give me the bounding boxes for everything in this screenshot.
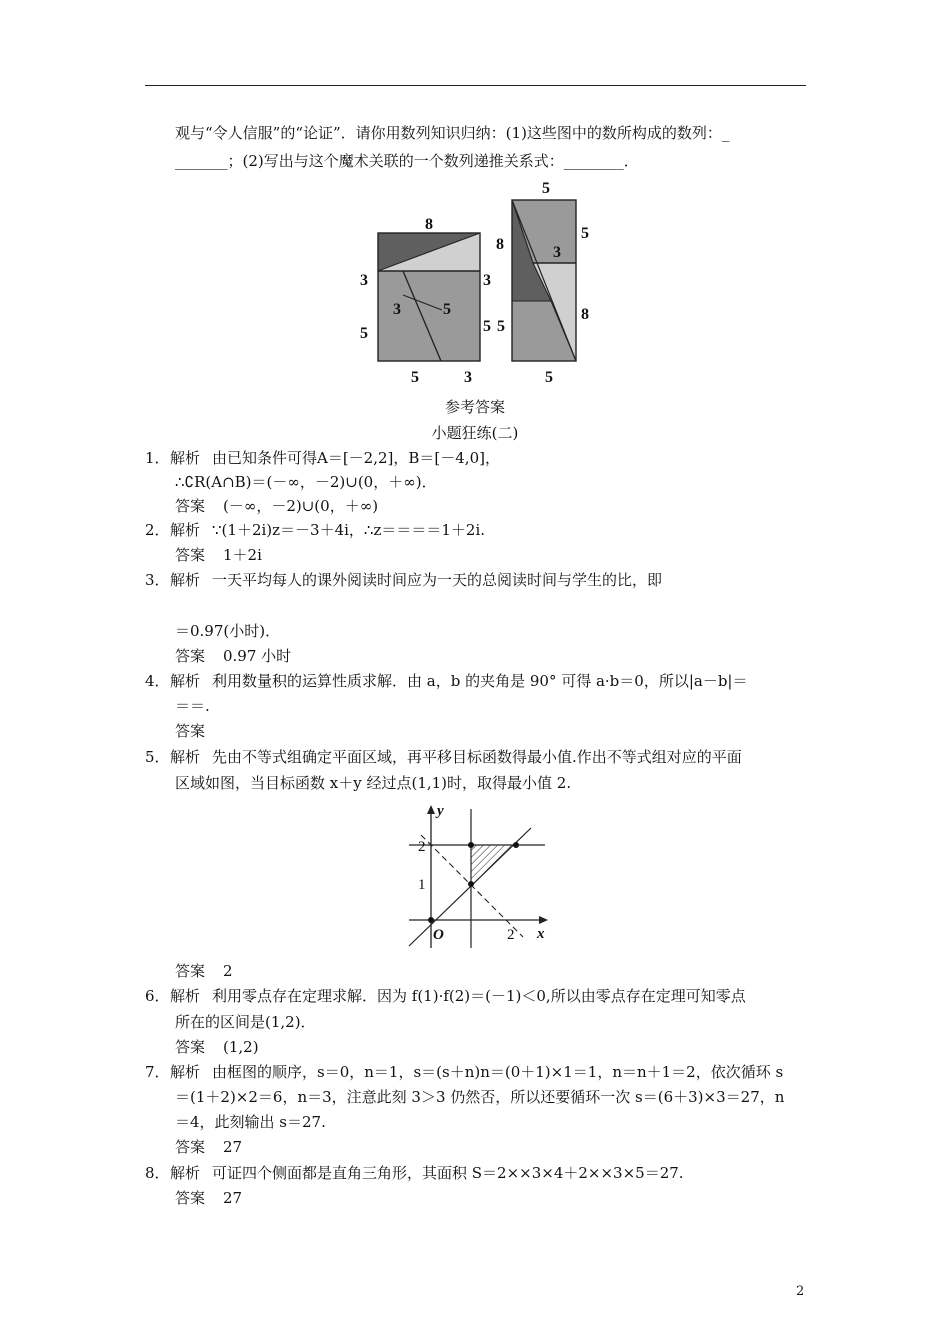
origin-label: O: [433, 927, 444, 943]
left-top-label: 8: [425, 216, 433, 233]
tick-label-x-2: 2: [507, 927, 515, 943]
analysis-tag: 解析: [170, 1164, 201, 1182]
right-bottom-label: 5: [545, 369, 553, 386]
left-inner-5-label: 5: [443, 301, 451, 318]
answer-tag: 答案: [175, 1138, 206, 1156]
item-number: 2．: [145, 521, 170, 539]
feasible-region-graph: [405, 803, 555, 953]
answers-heading: 参考答案: [444, 398, 505, 416]
item-text: ∴∁R(A∩B)＝(－∞，－2)∪(0，＋∞)．: [175, 473, 437, 491]
answer-text: 0.97 小时: [223, 647, 292, 665]
point-1-1: [468, 881, 474, 887]
answer-text: 1＋2i: [223, 546, 262, 564]
right-upper-left-label: 8: [496, 236, 504, 253]
answer-tag: 答案: [175, 546, 206, 564]
answer-tag: 答案: [175, 722, 206, 740]
analysis-tag: 解析: [170, 1063, 201, 1081]
item-text: 可证四个侧面都是直角三角形，其面积 S＝2××3×4＋2××3×5＝27.: [212, 1164, 684, 1182]
item-text: 所在的区间是(1,2)．: [175, 1013, 316, 1031]
item-text: ＝(1＋2)×2＝6，n＝3，注意此刻 3＞3 仍然否，所以还要循环一次 s＝(6＋3)×3＝27，n: [175, 1088, 785, 1106]
analysis-tag: 解析: [170, 571, 201, 589]
analysis-tag: 解析: [170, 987, 201, 1005]
x-axis-label: x: [537, 926, 545, 942]
item-text: 先由不等式组确定平面区域，再平移目标函数得最小值.作出不等式组对应的平面: [212, 748, 742, 766]
intro-line-1: 观与“令人信服”的“论证”．请你用数列知识归纳：(1)这些图中的数所构成的数列：_: [175, 124, 730, 142]
item-text: ＝＝.: [175, 697, 210, 715]
item-text: ∵(1＋2i)z＝－3＋4i，∴z＝＝＝＝1＋2i.: [212, 521, 486, 539]
answer-tag: 答案: [175, 962, 206, 980]
item-number: 4．: [145, 672, 170, 690]
left-upper-left-label: 3: [360, 272, 368, 289]
left-rectangle-figure: [378, 233, 480, 361]
answer-tag: 答案: [175, 1189, 206, 1207]
analysis-tag: 解析: [170, 672, 201, 690]
left-lower-left-label: 5: [360, 325, 368, 342]
answer-text: 27: [223, 1189, 243, 1207]
left-upper-right-label: 3: [483, 272, 491, 289]
intro-line-2: _______；(2)写出与这个魔术关联的一个数列递推关系式：________．: [175, 152, 639, 170]
page-number: 2: [796, 1284, 805, 1299]
section-heading: 小题狂练(二): [431, 424, 519, 442]
right-rectangle-figure: [512, 200, 576, 361]
analysis-tag: 解析: [170, 521, 201, 539]
item-number: 6．: [145, 987, 170, 1005]
item-text: ＝4，此刻输出 s＝27.: [175, 1113, 326, 1131]
item-text: 由框图的顺序，s＝0，n＝1，s＝(s＋n)n＝(0＋1)×1＝1，n＝n＋1＝2，依次循环 s: [212, 1063, 784, 1081]
item-text: 利用零点存在定理求解．因为 f(1)·f(2)＝(－1)＜0,所以由零点存在定理可知零点: [212, 987, 746, 1005]
analysis-tag: 解析: [170, 449, 201, 467]
right-lower-left-label: 5: [497, 318, 505, 335]
point-2-2: [513, 842, 519, 848]
analysis-tag: 解析: [170, 748, 201, 766]
item-text: 由已知条件可得A＝[－2,2]，B＝[－4,0]，: [212, 449, 500, 467]
left-bottom-5-label: 5: [411, 369, 419, 386]
item-text: 一天平均每人的课外阅读时间应为一天的总阅读时间与学生的比，即: [212, 571, 663, 589]
point-1-2: [468, 842, 474, 848]
answer-text: (－∞，－2)∪(0，＋∞): [223, 497, 379, 515]
answer-tag: 答案: [175, 647, 206, 665]
right-inner-3-label: 3: [553, 244, 561, 261]
right-lower-right-label: 8: [581, 306, 589, 323]
left-bottom-3-label: 3: [464, 369, 472, 386]
answer-tag: 答案: [175, 497, 206, 515]
x-axis-arrow: [539, 916, 548, 924]
item-number: 7．: [145, 1063, 170, 1081]
item-number: 5．: [145, 748, 170, 766]
item-number: 3．: [145, 571, 170, 589]
y-axis-label: y: [437, 803, 444, 819]
left-inner-3-label: 3: [393, 301, 401, 318]
item-number: 8．: [145, 1164, 170, 1182]
answer-text: 2: [223, 962, 233, 980]
item-text: ＝0.97(小时)．: [175, 622, 281, 640]
tick-label-y-2: 2: [418, 839, 426, 855]
item-text: 利用数量积的运算性质求解．由 a，b 的夹角是 90° 可得 a·b＝0，所以|a－b|＝: [212, 672, 748, 690]
answer-text: 27: [223, 1138, 243, 1156]
answer-text: (1,2): [223, 1038, 259, 1056]
answer-tag: 答案: [175, 1038, 206, 1056]
point-origin: [428, 917, 434, 923]
fibonacci-puzzle-figure: [340, 175, 610, 390]
left-lower-right-label: 5: [483, 318, 491, 335]
item-text: 区域如图，当目标函数 x＋y 经过点(1,1)时，取得最小值 2.: [175, 774, 572, 792]
right-top-label: 5: [542, 180, 550, 197]
header-rule: [145, 85, 806, 86]
tick-label-y-1: 1: [418, 877, 426, 893]
y-axis-arrow: [427, 805, 435, 814]
right-upper-right-label: 5: [581, 225, 589, 242]
item-number: 1．: [145, 449, 170, 467]
